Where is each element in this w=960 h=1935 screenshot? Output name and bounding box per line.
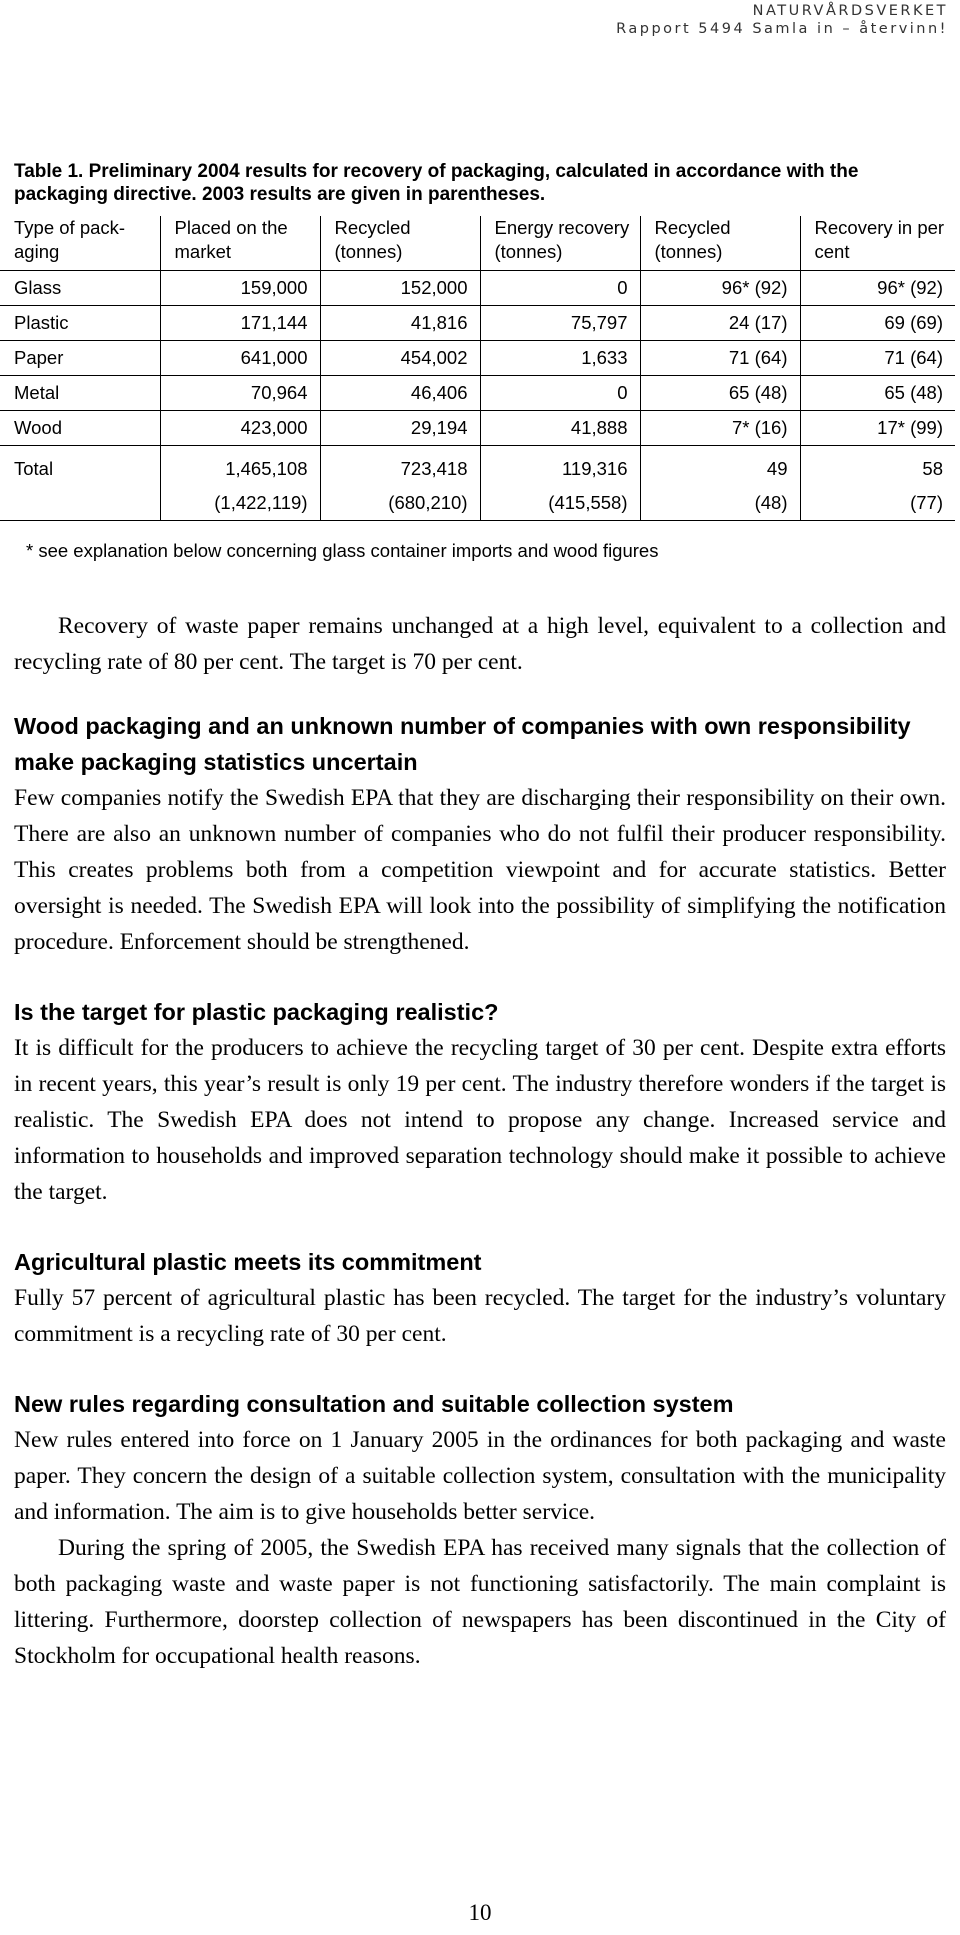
- total-prev-value: (48): [754, 492, 788, 513]
- col-header-market: Placed on the market: [160, 216, 320, 271]
- cell-market: [160, 446, 320, 521]
- table-header-row: [0, 216, 955, 271]
- cell-recycled-tonnes: 41,816: [320, 306, 480, 341]
- heading-agricultural: Agricultural plastic meets its commitment: [14, 1249, 482, 1275]
- cell-recovery: 96* (92): [800, 271, 955, 306]
- total-prev-value: (415,558): [548, 492, 628, 513]
- cell-recycled-percent: 7* (16): [640, 411, 800, 446]
- table-row: [0, 411, 955, 446]
- paragraph-wood: Few companies notify the Swedish EPA that they are discharging their responsibility on their own. There are also an unknown number of companies who do not fulfil their producer responsibility. This creates problems both from a competition viewpoint and for accurate statistics. Better oversight is needed. The Swedish EPA will look into the possibility of simplifying the notification procedure. Enforcement should be strengthened.: [14, 785, 946, 955]
- col-header-recycled-tonnes: Recycled (tonnes): [320, 216, 480, 271]
- body-text: [14, 608, 946, 1674]
- table-row: [0, 341, 955, 376]
- table-row: [0, 376, 955, 411]
- total-value: 58: [922, 458, 943, 479]
- cell-type: Wood: [0, 411, 160, 446]
- table-row: [0, 306, 955, 341]
- paragraph-intro: Recovery of waste paper remains unchanged at a high level, equivalent to a collection and recycling rate of 80 per cent. The target is 70 per cent.: [14, 613, 946, 675]
- cell-market: 423,000: [160, 411, 320, 446]
- cell-recycled-tonnes: [320, 446, 480, 521]
- cell-recycled-tonnes: 29,194: [320, 411, 480, 446]
- heading-wood: Wood packaging and an unknown number of companies with own responsibility make packaging statistics uncertain: [14, 713, 911, 775]
- header-org: NATURVÅRDSVERKET: [752, 3, 948, 19]
- table-footnote: * see explanation below concerning glass container imports and wood figures: [26, 540, 659, 561]
- table-row: [0, 271, 955, 306]
- cell-market: 641,000: [160, 341, 320, 376]
- page-number: 10: [468, 1900, 492, 1925]
- header-report: Rapport 5494 Samla in – återvinn!: [616, 21, 948, 37]
- cell-recycled-tonnes: 46,406: [320, 376, 480, 411]
- total-value: 119,316: [562, 458, 628, 479]
- cell-energy: 75,797: [480, 306, 640, 341]
- cell-recovery: 69 (69): [800, 306, 955, 341]
- cell-type: Plastic: [0, 306, 160, 341]
- cell-recycled-percent: [640, 446, 800, 521]
- col-header-recovery: Recovery in per cent: [800, 216, 955, 271]
- total-prev-value: (680,210): [388, 492, 468, 513]
- paragraph-plastic: It is difficult for the producers to achieve the recycling target of 30 per cent. Despite extra efforts in recent years, this year’s result is only 19 per cent. The industry therefore wonders if the target is realistic. The Swedish EPA does not intend to propose any change. Increased service and information to households and improved separation technology should make it possible to achieve the target.: [14, 1035, 946, 1205]
- paragraph-rules-continued: During the spring of 2005, the Swedish EPA has received many signals that the collection of both packaging waste and waste paper is not functioning satisfactorily. The main complaint is littering. Furthermore, doorstep collection of newspapers has been discontinued in the City of Stockholm for occupational health reasons.: [14, 1535, 946, 1669]
- col-header-type: Type of pack-aging: [0, 216, 160, 271]
- cell-energy: 0: [480, 376, 640, 411]
- cell-market: 171,144: [160, 306, 320, 341]
- cell-recovery: 71 (64): [800, 341, 955, 376]
- cell-energy: 0: [480, 271, 640, 306]
- total-prev-value: (1,422,119): [214, 492, 308, 513]
- cell-market: 70,964: [160, 376, 320, 411]
- cell-recycled-percent: 71 (64): [640, 341, 800, 376]
- cell-recovery: [800, 446, 955, 521]
- cell-energy: [480, 446, 640, 521]
- cell-energy: 1,633: [480, 341, 640, 376]
- cell-recovery: 65 (48): [800, 376, 955, 411]
- cell-market: 159,000: [160, 271, 320, 306]
- paragraph-rules: New rules entered into force on 1 January 2005 in the ordinances for both packaging and waste paper. They concern the design of a suitable collection system, consultation with the municipality and information. The aim is to give households better service.: [14, 1427, 946, 1525]
- col-header-energy: Energy recovery (tonnes): [480, 216, 640, 271]
- table-caption: Table 1. Preliminary 2004 results for recovery of packaging, calculated in accordance with the packaging directive. 2003 results are given in parentheses.: [14, 161, 859, 205]
- cell-recycled-tonnes: 454,002: [320, 341, 480, 376]
- cell-recycled-tonnes: 152,000: [320, 271, 480, 306]
- cell-recovery: 17* (99): [800, 411, 955, 446]
- cell-recycled-percent: 24 (17): [640, 306, 800, 341]
- cell-type: [0, 446, 160, 521]
- heading-rules: New rules regarding consultation and suitable collection system: [14, 1391, 734, 1417]
- heading-plastic: Is the target for plastic packaging realistic?: [14, 999, 499, 1025]
- total-value: 49: [766, 458, 788, 479]
- cell-recycled-percent: 96* (92): [640, 271, 800, 306]
- table-total-row: [0, 446, 955, 521]
- total-prev-value: (77): [910, 492, 943, 513]
- total-value: 723,418: [400, 458, 468, 479]
- paragraph-agricultural: Fully 57 percent of agricultural plastic has been recycled. The target for the industry’s voluntary commitment is a recycling rate of 30 per cent.: [14, 1285, 946, 1347]
- cell-type: Glass: [0, 271, 160, 306]
- total-value: 1,465,108: [225, 458, 308, 479]
- total-label: Total: [14, 458, 54, 479]
- cell-type: Metal: [0, 376, 160, 411]
- recovery-table: [0, 216, 955, 521]
- cell-type: Paper: [0, 341, 160, 376]
- running-header: [616, 2, 948, 38]
- cell-energy: 41,888: [480, 411, 640, 446]
- col-header-recycled-percent: Recycled (tonnes): [640, 216, 800, 271]
- cell-recycled-percent: 65 (48): [640, 376, 800, 411]
